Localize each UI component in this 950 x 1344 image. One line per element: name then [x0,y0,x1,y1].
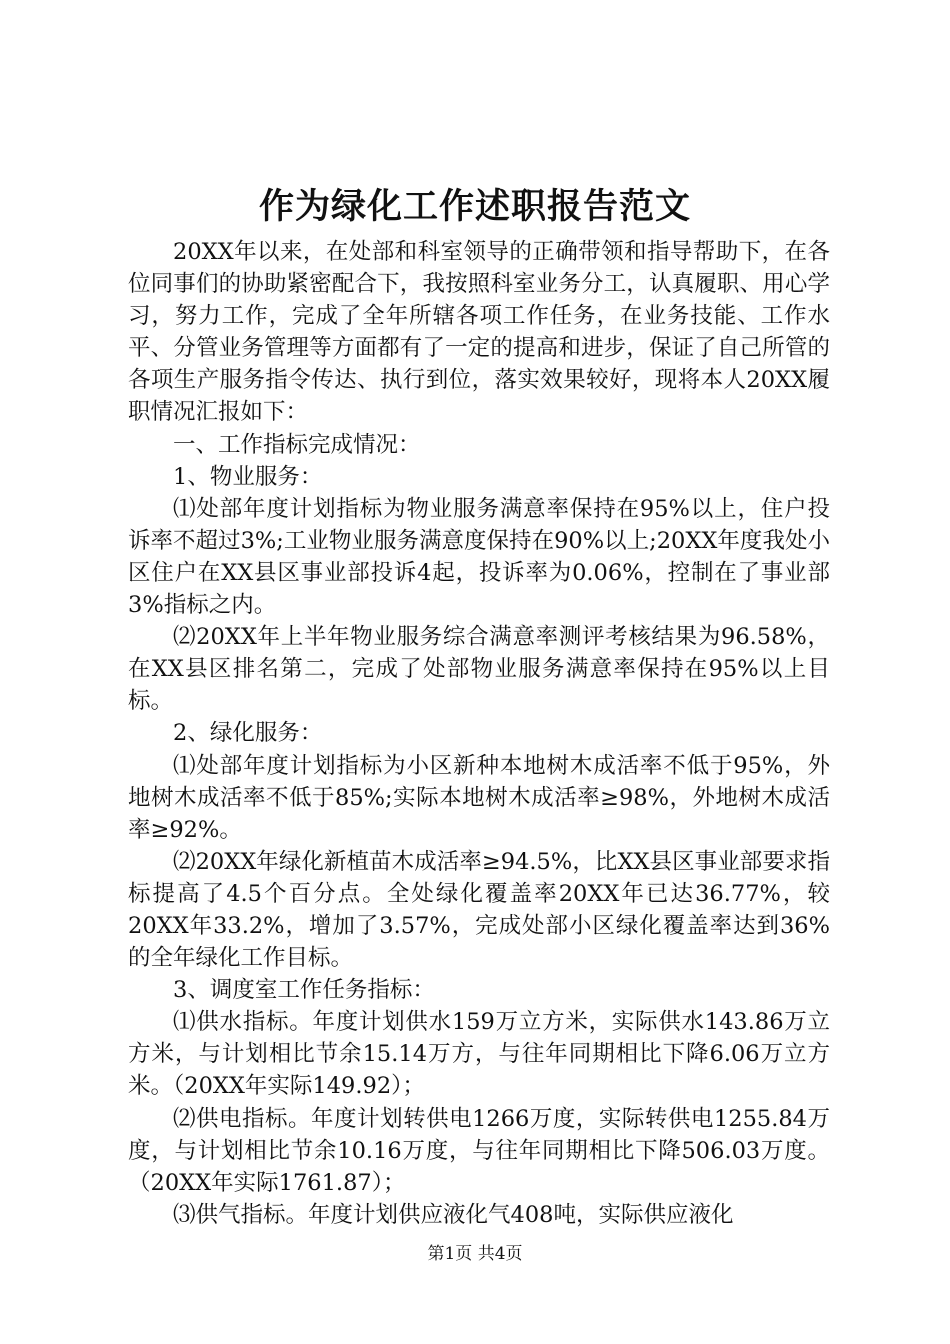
subheading-property-service: 1、物业服务： [173,463,323,490]
paragraph-property-service-2: ⑵20XX年上半年物业服务综合满意率测评考核结果为96.58%，在XX县区排名第二，完成了处部物业服务满意率保持在95%以上目标。 [128,624,830,715]
paragraph-intro: 20XX年以来，在处部和科室领导的正确带领和指导帮助下，在各位同事们的协助紧密配合下，我按照科室业务分工，认真履职、用心学习，努力工作，完成了全年所辖各项工作任务，在业务技能、工作水平、分管业务管理等方面都有了一定的提高和进步，保证了自己所管的各项生产服务指令传达、执行到位，落实效果较好，现将本人20XX履职情况汇报如下： [128,239,830,426]
section-heading-work-indicators: 一、工作指标完成情况： [173,431,421,458]
paragraph-water-supply: ⑴供水指标。年度计划供水159万立方米，实际供水143.86万立方米，与计划相比节余15.14万方，与往年同期相比下降6.06万立方米。（20XX年实际149.92）； [128,1009,830,1100]
paragraph-greening-service-2: ⑵20XX年绿化新植苗木成活率≥94.5%，比XX县区事业部要求指标提高了4.5个百分点。全处绿化覆盖率20XX年已达36.77%，较20XX年33.2%，增加了3.57%，完成处部小区绿化覆盖率达到36%的全年绿化工作目标。 [128,848,830,972]
paragraph-gas-supply: ⑶供气指标。年度计划供应液化气408吨，实际供应液化 [173,1201,734,1228]
paragraph-power-supply: ⑵供电指标。年度计划转供电1266万度，实际转供电1255.84万度，与计划相比节余10.16万度，与往年同期相比下降506.03万度。（20XX年实际1761.87）； [128,1105,830,1196]
page-number-footer: 第1页 共4页 [427,1244,523,1264]
paragraph-property-service-1: ⑴处部年度计划指标为物业服务满意率保持在95%以上，住户投诉率不超过3%;工业物业服务满意度保持在90%以上;20XX年度我处小区住户在XX县区事业部投诉4起，投诉率为0.06%，控制在了事业部3%指标之内。 [128,495,830,619]
subheading-dispatch-indicators: 3、调度室工作任务指标： [173,977,435,1004]
subheading-greening-service: 2、绿化服务： [173,720,323,747]
document-body [128,236,830,1231]
paragraph-greening-service-1: ⑴处部年度计划指标为小区新种本地树木成活率不低于95%，外地树木成活率不低于85%;实际本地树木成活率≥98%，外地树木成活率≥92%。 [128,752,830,843]
document-title: 作为绿化工作述职报告范文 [258,186,691,227]
